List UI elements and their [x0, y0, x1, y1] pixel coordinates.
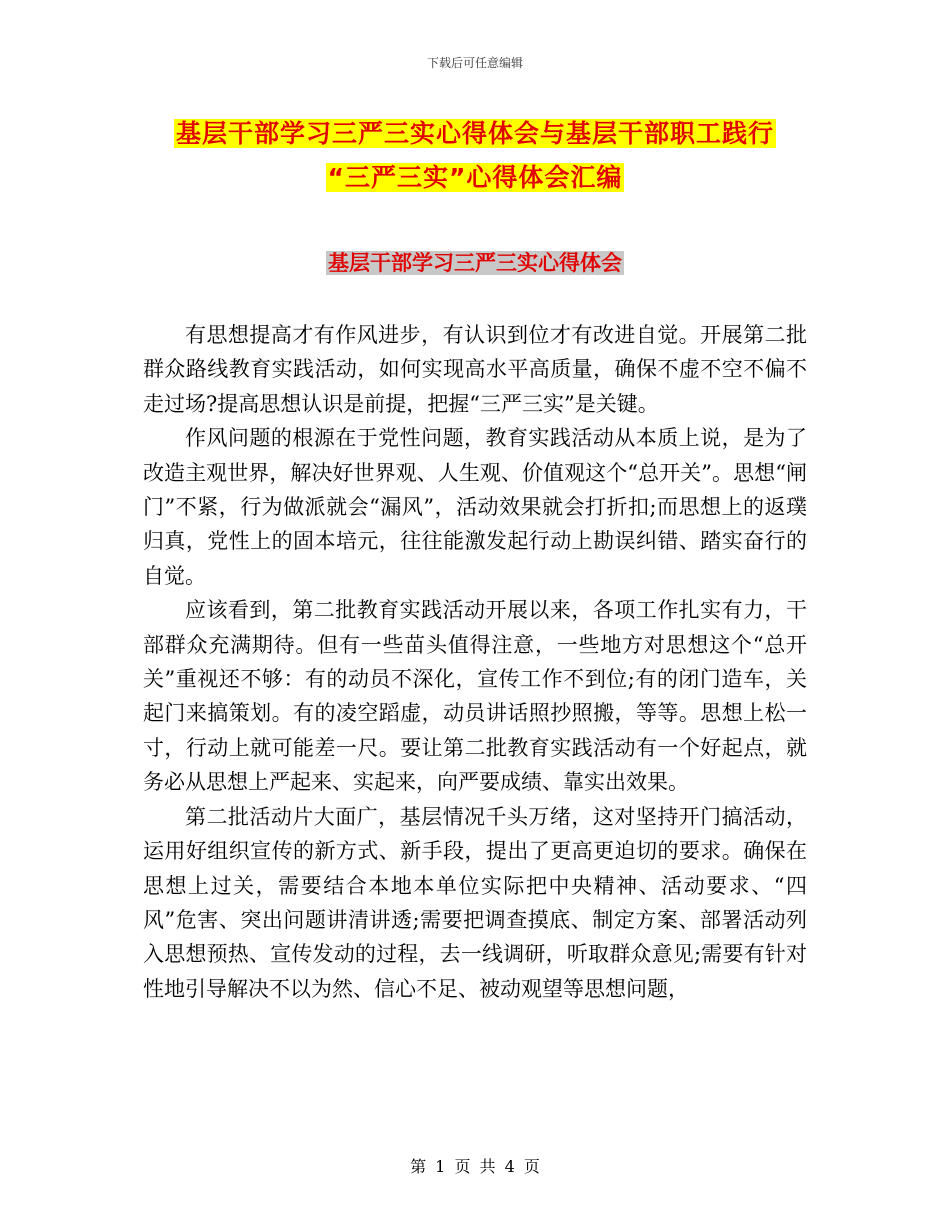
body-paragraph-4: 第二批活动片大面广，基层情况千头万绪，这对坚持开门搞活动，运用好组织宣传的新方式、新手段，提出了更高更迫切的要求。确保在思想上过关，需要结合本地本单位实际把中央精神、活动要求、“四风”危害、突出问题讲清讲透;需要把调查摸底、制定方案、部署活动列入思想预热、宣传发动的过程，去一线调研，听取群众意见;需要有针对性地引导解决不以为然、信心不足、被动观望等思想问题，: [143, 804, 807, 1001]
body-paragraph-3: 应该看到，第二批教育实践活动开展以来，各项工作扎实有力，干部群众充满期待。但有一些苗头值得注意，一些地方对思想这个“总开关”重视还不够：有的动员不深化，宣传工作不到位;有的闭门造车，关起门来搞策划。有的凌空蹈虚，动员讲话照抄照搬，等等。思想上松一寸，行动上就可能差一尺。要让第二批教育实践活动有一个好起点，就务必从思想上严起来、实起来，向严要成绩、靠实出效果。: [143, 598, 807, 795]
document-title-text-2: “三严三实”心得体会汇编: [327, 163, 623, 192]
body-paragraph-2: 作风问题的根源在于党性问题，教育实践活动从本质上说，是为了改造主观世界，解决好世界观、人生观、价值观这个“总开关”。思想“闸门”不紧，行为做派就会“漏风”，活动效果就会打折扣;而思想上的返璞归真，党性上的固本培元，往往能激发起行动上勘误纠错、踏实奋行的自觉。: [143, 426, 807, 588]
document-body: [143, 318, 807, 1006]
section-heading: [0, 247, 950, 277]
document-title-line-1: [0, 114, 950, 150]
page-header-note: 下载后可任意编辑: [426, 56, 523, 70]
body-paragraph-1: 有思想提高才有作风进步，有认识到位才有改进自觉。开展第二批群众路线教育实践活动，如何实现高水平高质量，确保不虚不空不偏不走过场?提高思想认识是前提，把握“三严三实”是关键。: [143, 323, 807, 416]
section-heading-text: 基层干部学习三严三实心得体会: [328, 251, 622, 275]
document-title-text-1: 基层干部学习三严三实心得体会与基层干部职工践行: [175, 119, 774, 148]
document-title-line-2: [0, 158, 950, 194]
page-number-footer: 第 1 页 共 4 页: [410, 1157, 540, 1176]
